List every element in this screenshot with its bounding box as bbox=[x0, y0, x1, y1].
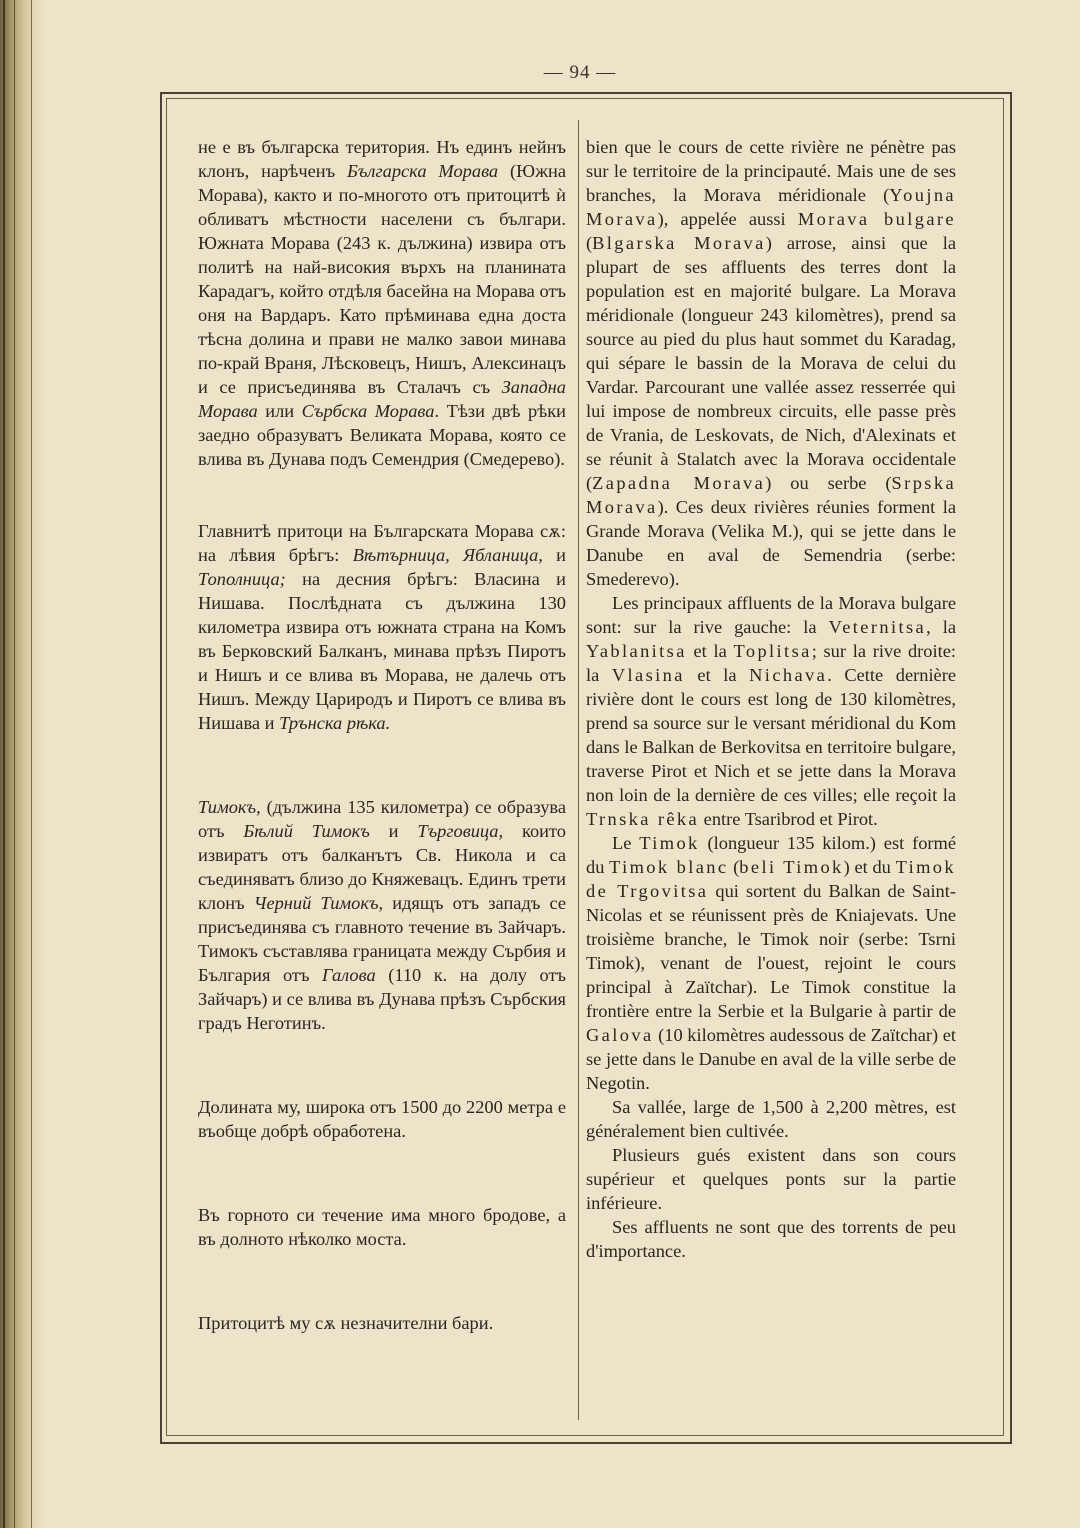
italic-run: Сърбска Морава bbox=[301, 401, 435, 421]
text-run: (110 к. на долу отъ Зайчаръ) и се влива въ Дунава прѣзъ Сърбския градъ Неготинъ. bbox=[198, 965, 566, 1033]
text-run: и bbox=[542, 545, 566, 565]
text-run: ; sur la rive droite: la bbox=[586, 641, 956, 685]
text-run: ) ou serbe ( bbox=[765, 473, 892, 493]
spaced-run: Veternitsa bbox=[828, 617, 927, 637]
spaced-run: Galova bbox=[586, 1025, 654, 1045]
spaced-run: Blgarska Morava bbox=[592, 233, 766, 253]
italic-run: Тополница; bbox=[198, 569, 286, 589]
bg-paragraph-morava bbox=[198, 135, 566, 471]
text-run: entre Tsaribrod et Pirot. bbox=[699, 809, 878, 829]
text-run: или bbox=[257, 401, 302, 421]
text-run: идящъ отъ западъ се присъединява съ главното течение въ Зайчаръ. Тимокъ съставлява границата между Сърбия и България отъ bbox=[198, 893, 566, 985]
italic-run: Вѣтърница, Ябланица, bbox=[352, 545, 543, 565]
italic-run: Тимокъ, bbox=[198, 797, 261, 817]
spaced-run: Trnska rêka bbox=[586, 809, 700, 829]
french-column bbox=[586, 135, 956, 1263]
spaced-run: Timok blanc bbox=[609, 857, 729, 877]
text-run: . Тѣзи двѣ рѣки заедно образуватъ Великата Морава, която се влива въ Дунава подъ Семендрия (Смедерево). bbox=[198, 401, 566, 469]
text-run: bien que le cours de cette rivière ne pénètre pas sur le territoire de la principauté. Mais une de ses branches, la Morava méridionale ( bbox=[586, 137, 956, 205]
spaced-run: Toplitsa bbox=[733, 641, 812, 661]
spaced-run: Timok bbox=[639, 833, 700, 853]
spaced-run: Srpska Morava bbox=[586, 473, 957, 517]
fr-paragraph-timok bbox=[586, 831, 956, 1095]
bg-paragraph-valley: Долината му, широка отъ 1500 до 2200 метра е въобще добрѣ обработена. bbox=[198, 1097, 566, 1141]
spaced-run: Nichava bbox=[749, 665, 828, 685]
spine-edge bbox=[31, 0, 32, 1528]
bg-paragraph-tributaries bbox=[198, 519, 566, 735]
text-run: . Cette dernière rivière dont le cours est long de 130 kilomètres, prend sa source sur le versant méridional du Kom dans le Balkan de Berkovitsa en territoire bulgare, traverse Pirot et Nich et se jette dans la Morava non loin de la dernière de ces villes; elle reçoit la bbox=[586, 665, 957, 805]
fr-paragraph-morava bbox=[586, 135, 956, 591]
text-run: , la bbox=[926, 617, 956, 637]
italic-run: Галова bbox=[321, 965, 376, 985]
text-run: Главнитѣ притоци на Българската Морава сѫ: на лѣвия брѣгъ: bbox=[198, 521, 566, 565]
text-run: и bbox=[369, 821, 418, 841]
text-run: (longueur 135 kilom.) est formé du bbox=[586, 833, 956, 877]
spaced-run: Youjna Morava bbox=[586, 185, 956, 229]
text-run: ( bbox=[728, 857, 740, 877]
text-run: qui sortent du Balkan de Saint-Nicolas et se réunissent près de Kniajevats. Une troisième branche, le Timok noir (serbe: Tsrni Timok), venant de l'ouest, rejoint le cours principal à Zaïtchar). Le Timok constitue la frontière entre la Serbie et la Bulgarie à partir de bbox=[586, 881, 956, 1021]
spaced-run: Zapadna Morava bbox=[592, 473, 766, 493]
bulgarian-column bbox=[198, 135, 566, 1335]
text-run: ) arrose, ainsi que la plupart de ses affluents des terres dont la population est en majorité bulgare. La Morava méridionale (longueur 243 kilomètres), prend sa source au pied du plus haut sommet du Karadag, qui sépare le bassin de la Morava de celui du Vardar. Parcourant une vallée assez resserrée qui lui impose de nombreux circuits, elle passe près de Vrania, de Leskovats, de Nich, d'Alexinats et se réunit à Stalatch avec la Morava occidentale ( bbox=[586, 233, 956, 493]
text-run: ( bbox=[586, 233, 593, 253]
book-spine bbox=[0, 0, 44, 1528]
text-run: et la bbox=[686, 641, 734, 661]
column-divider bbox=[578, 120, 579, 1420]
text-run: ). Ces deux rivières réunies forment la Grande Morava (Velika M.), qui se jette dans le Danube en aval de Semendria (serbe: Smederevo). bbox=[586, 497, 956, 589]
text-run: (дължина 135 километра) се образува отъ bbox=[198, 797, 566, 841]
spine-edge bbox=[3, 0, 5, 1528]
bg-paragraph-fords: Въ горното си течение има много бродове, а въ долното нѣколко моста. bbox=[198, 1205, 566, 1249]
spaced-run: Morava bulgare bbox=[797, 209, 956, 229]
text-run: не е въ българска територия. Нъ единъ нейнъ клонъ, нарѣченъ bbox=[198, 137, 566, 181]
italic-run: Търговица, bbox=[417, 821, 504, 841]
text-run: Les principaux affluents de la Morava bulgare sont: sur la rive gauche: la bbox=[586, 593, 956, 637]
spaced-run: beli Timok bbox=[739, 857, 844, 877]
text-run: които извиратъ отъ балканътъ Св. Никола и са съединяватъ близо до Княжевацъ. Единъ трети клонъ bbox=[198, 821, 566, 913]
text-run: ) et du bbox=[843, 857, 896, 877]
italic-run: Българска Морава bbox=[347, 161, 499, 181]
text-run: Le bbox=[612, 833, 640, 853]
text-run: et la bbox=[684, 665, 750, 685]
fr-paragraph-valley: Sa vallée, large de 1,500 à 2,200 mètres, est généralement bien cultivée. bbox=[586, 1097, 956, 1141]
fr-paragraph-tributaries bbox=[586, 591, 956, 831]
spaced-run: Timok de Trgovitsa bbox=[586, 857, 956, 901]
text-run: (10 kilomètres audessous de Zaïtchar) et se jette dans le Danube en aval de la ville serbe de Negotin. bbox=[586, 1025, 956, 1093]
spine-edge bbox=[14, 0, 15, 1528]
spaced-run: Yablanitsa bbox=[586, 641, 687, 661]
text-run: на десния брѣгъ: Власина и Нишава. Послѣдната съ дължина 130 километра извира отъ южната страна на Комъ въ Берковский Балканъ, минава прѣзъ Пиротъ и Нишъ и се влива въ Морава, не далечь отъ Нишъ. Между Цариродъ и Пиротъ се влива въ Нишава и bbox=[198, 569, 566, 733]
italic-run: Черний Тимокъ, bbox=[253, 893, 384, 913]
italic-run: Трънска рѣка. bbox=[279, 713, 391, 733]
bg-paragraph-timok bbox=[198, 795, 566, 1035]
bg-paragraph-affluents: Притоцитѣ му сѫ незначителни бари. bbox=[198, 1313, 494, 1333]
fr-paragraph-affluents: Ses affluents ne sont que des torrents de peu d'importance. bbox=[586, 1217, 956, 1261]
fr-paragraph-fords: Plusieurs gués existent dans son cours supérieur et quelques ponts sur la partie inférieure. bbox=[586, 1145, 956, 1213]
text-run: (Южна Морава), както и по-многото отъ притоцитѣ ѝ обливатъ мѣстности населени съ българи. Южната Морава (243 к. дължина) извира отъ политѣ на най-високия върхъ на планината Карадагъ, който отдѣля басейна на Морава отъ оня на Вардаръ. Като прѣминава една доста тѣсна долина и прави не малко завои минава по-край Враня, Лѣсковецъ, Нишъ, Алексинацъ и се присъединява въ Сталачъ съ bbox=[198, 161, 566, 397]
text-run: ), appelée aussi bbox=[657, 209, 798, 229]
spaced-run: Vlasina bbox=[611, 665, 685, 685]
page-number: — 94 — bbox=[543, 62, 617, 83]
italic-run: Западна Морава bbox=[198, 377, 566, 421]
italic-run: Бѣлий Тимокъ bbox=[243, 821, 370, 841]
